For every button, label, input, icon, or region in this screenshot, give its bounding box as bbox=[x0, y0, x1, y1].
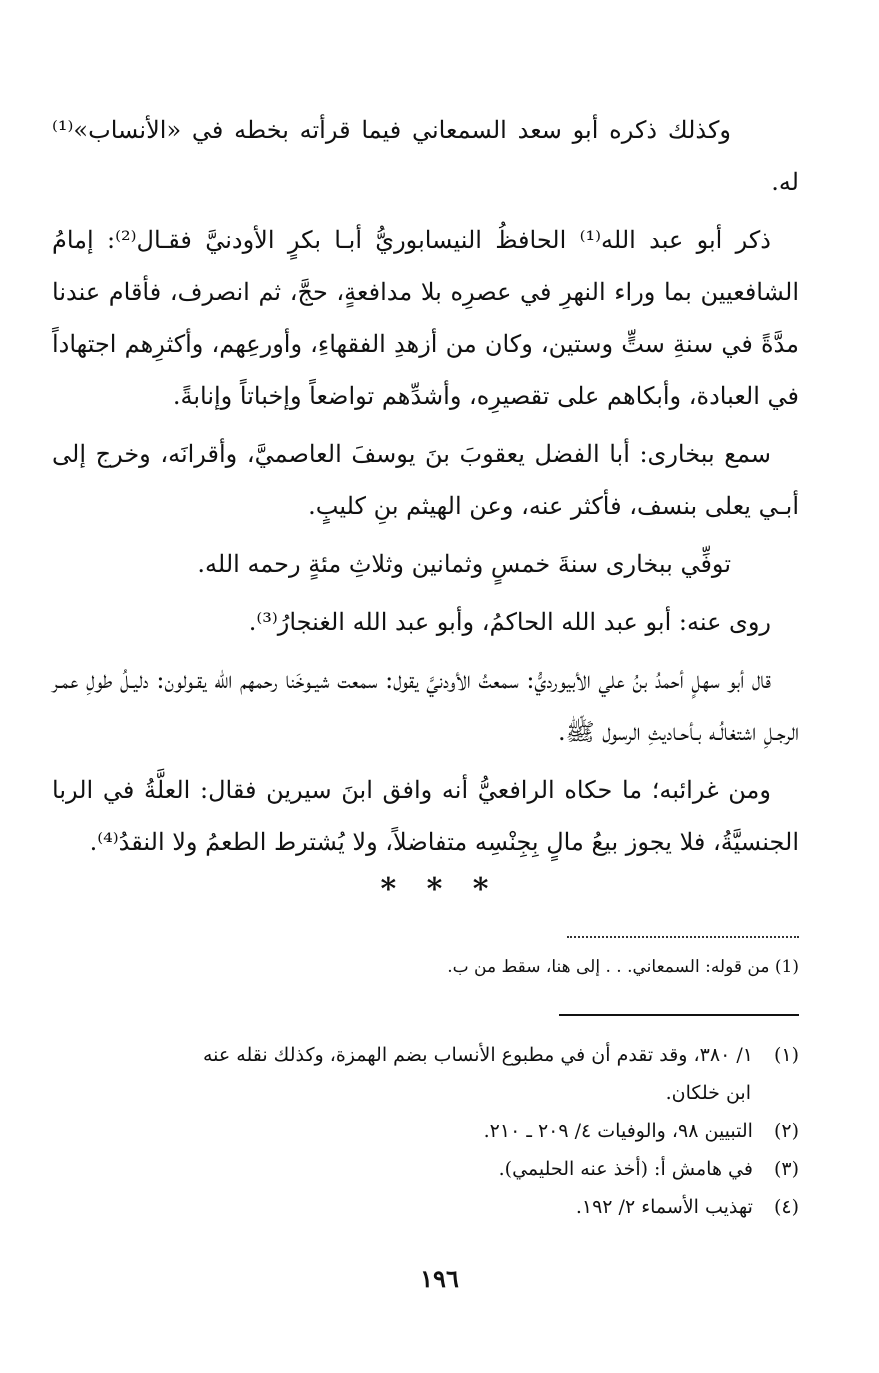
main-text bbox=[52, 104, 799, 874]
footnote-3 bbox=[52, 1150, 799, 1188]
paragraph-4: توفِّي ببخارى سنةَ خمسٍ وثمانين وثلاثِ مئةٍ رحمه الله. bbox=[197, 550, 731, 578]
footnote-text: التبيين ٩٨، والوفيات ٤/ ٢٠٩ ـ ٢١٠. bbox=[483, 1120, 753, 1142]
footnote-4 bbox=[52, 1188, 799, 1226]
footnote-number: (٤) bbox=[773, 1196, 799, 1218]
paragraph-6: قال أبو سهلٍ أحمدُ بنُ علي الأبيورديُّ: سمعتُ الأودنيَّ يقول: سمعت شيـوخَنا رحمهم الله يقـولون: دليـلُ طولِ عمـر الرجـلِ اشتغالُـه بـأحـاديثِ الرسول ﷺ. bbox=[52, 666, 799, 746]
variant-note bbox=[52, 950, 799, 984]
footnote-2 bbox=[52, 1112, 799, 1150]
variant-note-text: من قوله: السمعاني. . . إلى هنا، سقط من ب. bbox=[447, 957, 770, 977]
paragraph-5: روى عنه: أبو عبد الله الحاكمُ، وأبو عبد الله الغنجارُ⁽³⁾. bbox=[248, 608, 771, 636]
footnote-1 bbox=[52, 1036, 799, 1074]
footnote-number: (٣) bbox=[773, 1158, 799, 1180]
footnote-number: (٢) bbox=[773, 1120, 799, 1142]
paragraph-3: سمع ببخارى: أبا الفضل يعقوبَ بنَ يوسفَ العاصميَّ، وأقرانَه، وخرج إلى أبـي يعلى بنسف، فأكثر عنه، وعن الهيثم بنِ كليبٍ. bbox=[52, 440, 799, 520]
section-separator: * * * bbox=[380, 872, 499, 907]
footnote-text: ١/ ٣٨٠، وقد تقدم أن في مطبوع الأنساب بضم الهمزة، وكذلك نقله عنه bbox=[202, 1044, 753, 1066]
footnotes bbox=[52, 1036, 799, 1226]
dotted-divider bbox=[567, 936, 799, 938]
paragraph-2: ذكر أبو عبد الله⁽¹⁾ الحافظُ النيسابوريُّ أبـا بكرٍ الأودنيَّ فقـال⁽²⁾: إمامُ الشافعيين بما وراء النهرِ في عصرِه بلا مدافعةٍ، حجَّ، ثم انصرف، فأقام عندنا مدَّةً في سنةِ ستٍّ وستين، وكان من أزهدِ الفقهاءِ، وأورعِهم، وأكثرِهم اجتهاداً في العبادة، وأبكاهم على تقصيرِه، وأشدِّهم تواضعاً وإخباتاً وإنابةً. bbox=[52, 226, 799, 410]
page-number: ١٩٦ bbox=[420, 1264, 459, 1293]
variant-note-number: (1) bbox=[774, 957, 799, 977]
footnote-rule bbox=[559, 1014, 799, 1016]
paragraph-1: وكذلك ذكره أبو سعد السمعاني فيما قرأته بخطه في «الأنساب»⁽¹⁾ له. bbox=[52, 116, 799, 196]
footnote-number: (١) bbox=[773, 1044, 799, 1066]
footnote-text: في هامش أ: (أخذ عنه الحليمي). bbox=[498, 1158, 753, 1180]
footnote-1-continuation: ابن خلكان. bbox=[665, 1082, 751, 1104]
footnote-text: تهذيب الأسماء ٢/ ١٩٢. bbox=[575, 1196, 753, 1218]
paragraph-7: ومن غرائبه؛ ما حكاه الرافعيُّ أنه وافق ابنَ سيرين فقال: العلَّةُ في الربا الجنسيَّةُ، فلا يجوز بيعُ مالٍ بِجِنْسِه متفاضلاً، ولا يُشترط الطعمُ ولا النقدُ⁽⁴⁾. bbox=[52, 776, 799, 856]
